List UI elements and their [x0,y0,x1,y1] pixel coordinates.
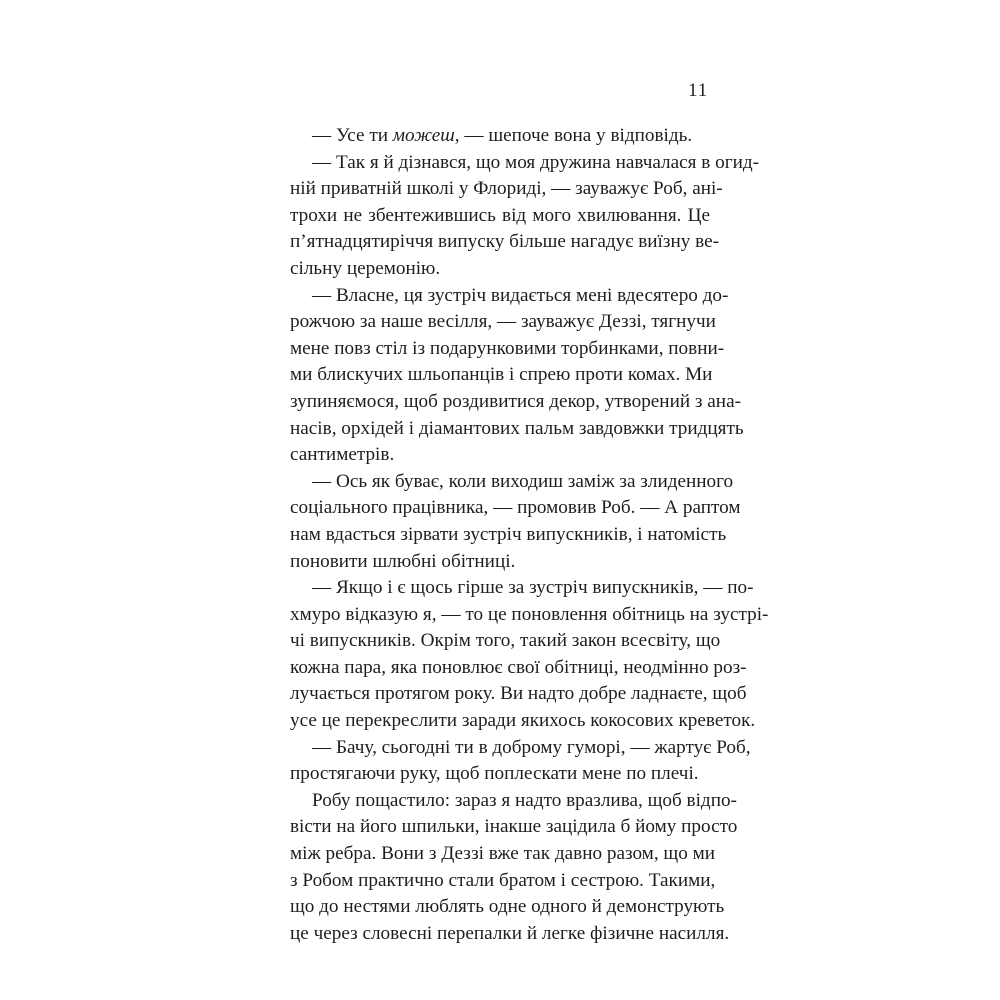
text-line: п’ятнадцятиріччя випуску більше нагадує виїзну ве- [290,231,719,253]
text-segment: — Усе ти [312,125,393,146]
text-line: ми блискучих шльопанців і спрею проти комах. Ми [290,364,713,386]
text-line: — Бачу, сьогодні ти в доброму гуморі, — жартує Роб, [312,736,751,758]
text-line: кожна пара, яка поновлює свої обітниці, неодмінно роз- [290,656,747,678]
text-line: усе це перекреслити заради якихось кокосових креветок. [290,710,756,732]
text-line: нам вдасться зірвати зустріч випускників, і натомість [290,523,727,545]
body-text [290,123,769,947]
text-line: Робу пощастило: зараз я надто вразлива, щоб відпо- [312,789,737,811]
text-line: сантиметрів. [290,444,395,466]
text-line: трохи не збентежившись від мого хвилювання. Це [290,204,710,226]
text-line: — Ось як буває, коли виходиш заміж за злиденного [312,470,734,492]
emphasis-text: можеш [392,125,455,146]
text-line: — Якщо і є щось гірше за зустріч випускників, — по- [312,577,754,599]
text-line: рожчою за наше весілля, — зауважує Деззі, тягнучи [290,311,716,333]
text-line: — Так я й дізнався, що моя дружина навчалася в огид- [312,151,760,173]
text-segment: , — шепоче вона у відповідь. [454,125,693,146]
text-line: мене повз стіл із подарунковими торбинками, повни- [290,337,725,359]
text-line: вісти на його шпильки, інакше зацідила б йому просто [290,816,738,838]
text-line: що до нестями люблять одне одного й демонструють [290,896,725,918]
page-number: 11 [688,80,709,101]
text-line: насів, орхідей і діамантових пальм завдовжки тридцять [290,417,744,439]
text-line: — Власне, ця зустріч видається мені вдесятеро до- [312,284,729,306]
text-line: простягаючи руку, щоб поплескати мене по плечі. [290,763,699,785]
text-line: соціального працівника, — промовив Роб. — А раптом [290,497,741,519]
text-line: з Робом практично стали братом і сестрою. Такими, [290,869,716,891]
text-line: поновити шлюбні обітниці. [290,550,516,572]
text-line [290,123,710,150]
text-line: сільну церемонію. [290,257,441,279]
text-line: ній приватній школі у Флориді, — зауважує Роб, ані- [290,178,723,200]
text-line: чі випускників. Окрім того, такий закон всесвіту, що [290,630,721,652]
text-line: лучається протягом року. Ви надто добре ладнаєте, щоб [290,683,747,705]
text-line: це через словесні перепалки й легке фізичне насилля. [290,922,730,944]
text-line: хмуро відказую я, — то це поновлення обітниць на зустрі- [290,603,769,625]
text-line: між ребра. Вони з Деззі вже так давно разом, що ми [290,843,715,865]
text-line: зупиняємося, щоб роздивитися декор, утворений з ана- [290,390,741,412]
